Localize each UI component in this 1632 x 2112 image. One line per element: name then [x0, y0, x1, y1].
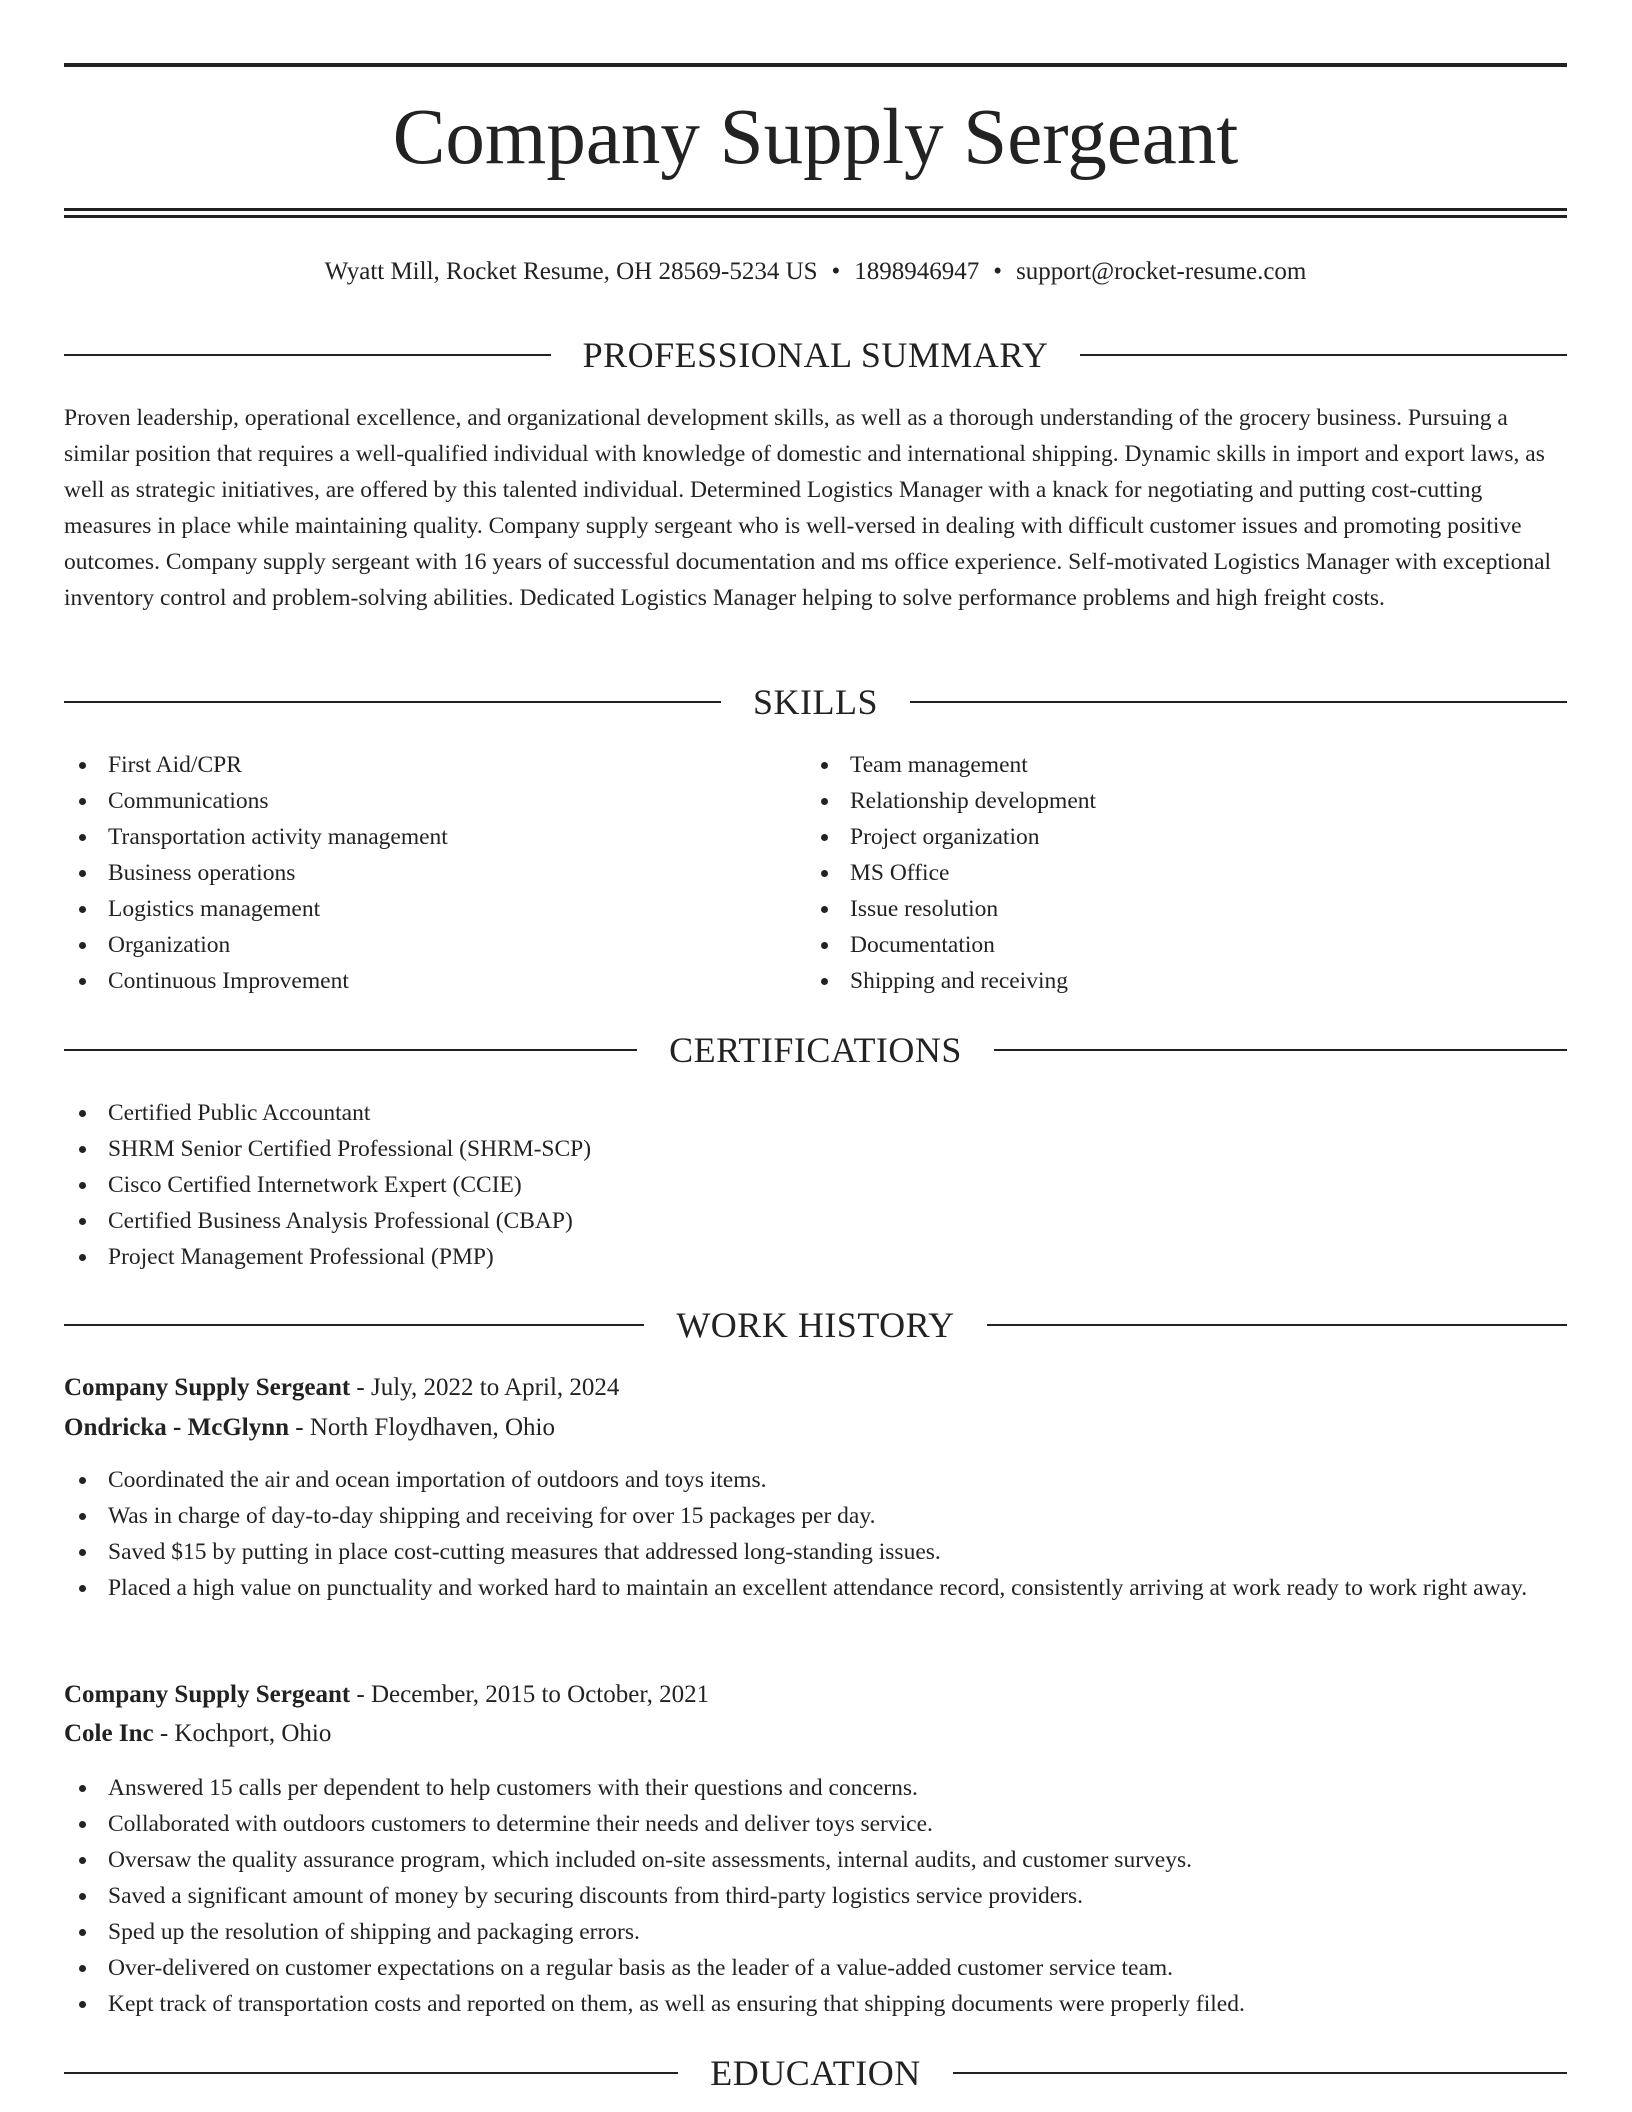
certification-item: Certified Business Analysis Professional (CBAP) [64, 1203, 1567, 1239]
skill-item: Issue resolution [806, 891, 1546, 927]
heading-rule [64, 701, 721, 703]
job-company: Cole Inc [64, 1720, 154, 1747]
certification-item: Certified Public Accountant [64, 1095, 1567, 1131]
skill-item: Logistics management [64, 891, 804, 927]
job-bullet: Saved a significant amount of money by securing discounts from third-party logistics service providers. [64, 1878, 1567, 1914]
skills-heading-label: SKILLS [753, 682, 879, 722]
summary-text: Proven leadership, operational excellence, and organizational development skills, as well as a thorough understanding of the grocery business. Pursuing a similar position that requires a well-qualified individual with knowledge of domestic and international shipping. Dynamic skills in import and export laws, as well as strategic initiatives, are offered by this talented individual. Determined Logistics Manager with a knack for negotiating and putting cost-cutting measures in place while maintaining quality. Company supply sergeant who is well-versed in dealing with difficult customer issues and promoting positive outcomes. Company supply sergeant with 16 years of successful documentation and ms office experience. Self-motivated Logistics Manager with exceptional inventory control and problem-solving abilities. Dedicated Logistics Manager helping to solve performance problems and high freight costs. [64, 405, 1552, 611]
job-bullets [64, 1770, 1567, 2022]
certifications-list [64, 1095, 1567, 1275]
skills-list-right [806, 747, 1546, 999]
certification-item: SHRM Senior Certified Professional (SHRM-SCP) [64, 1131, 1567, 1167]
certification-item: Project Management Professional (PMP) [64, 1239, 1567, 1275]
job-bullet: Answered 15 calls per dependent to help customers with their questions and concerns. [64, 1770, 1567, 1806]
work-history-heading [64, 1305, 1567, 1345]
heading-rule [1080, 354, 1567, 356]
heading-rule [910, 701, 1567, 703]
heading-rule [994, 1049, 1567, 1051]
skill-item: Organization [64, 927, 804, 963]
contact-line [64, 255, 1567, 289]
summary-heading-label: PROFESSIONAL SUMMARY [582, 335, 1049, 375]
job-dates: - July, 2022 to April, 2024 [356, 1374, 620, 1401]
job-bullet: Kept track of transportation costs and reported on them, as well as ensuring that shipping documents were properly filed. [64, 1986, 1567, 2022]
job-dates: - December, 2015 to October, 2021 [356, 1681, 710, 1708]
job-bullet: Placed a high value on punctuality and worked hard to maintain an excellent attendance record, consistently arriving at work ready to work right away. [64, 1570, 1567, 1606]
contact-email[interactable]: support@rocket-resume.com [1016, 258, 1307, 285]
heading-rule [953, 2072, 1567, 2074]
heading-rule [64, 1324, 644, 1326]
job-bullet: Saved $15 by putting in place cost-cutting measures that addressed long-standing issues. [64, 1534, 1567, 1570]
job-company-line [64, 1410, 1567, 1446]
contact-separator: • [831, 258, 841, 285]
contact-address: Wyatt Mill, Rocket Resume, OH 28569-5234 US [324, 258, 818, 285]
job-bullet: Was in charge of day-to-day shipping and receiving for over 15 packages per day. [64, 1498, 1567, 1534]
job-title-line [64, 1370, 1567, 1406]
job-bullet: Coordinated the air and ocean importation of outdoors and toys items. [64, 1462, 1567, 1498]
skill-item: MS Office [806, 855, 1546, 891]
job-bullet: Oversaw the quality assurance program, which included on-site assessments, internal audits, and customer surveys. [64, 1842, 1567, 1878]
heading-rule [64, 2072, 678, 2074]
summary-heading [64, 335, 1567, 375]
heading-rule [64, 354, 551, 356]
education-heading [64, 2053, 1567, 2093]
skill-item: Business operations [64, 855, 804, 891]
job-bullets [64, 1462, 1567, 1606]
skills-heading [64, 682, 1567, 722]
job-company-line [64, 1716, 1567, 1752]
skill-item: Project organization [806, 819, 1546, 855]
skill-item: Communications [64, 783, 804, 819]
top-rule [64, 63, 1567, 67]
skill-item: Transportation activity management [64, 819, 804, 855]
certifications-heading [64, 1030, 1567, 1070]
job-location: - Kochport, Ohio [159, 1720, 332, 1747]
skill-item: First Aid/CPR [64, 747, 804, 783]
work-history-heading-label: WORK HISTORY [676, 1305, 955, 1345]
job-title: Company Supply Sergeant [64, 1681, 351, 1708]
job-title: Company Supply Sergeant [64, 1374, 351, 1401]
job-location: - North Floydhaven, Ohio [295, 1414, 555, 1441]
job-bullet: Over-delivered on customer expectations on a regular basis as the leader of a value-added customer service team. [64, 1950, 1567, 1986]
job-bullet: Collaborated with outdoors customers to determine their needs and deliver toys service. [64, 1806, 1567, 1842]
certifications-heading-label: CERTIFICATIONS [669, 1030, 962, 1070]
skill-item: Documentation [806, 927, 1546, 963]
skill-item: Shipping and receiving [806, 963, 1546, 999]
heading-rule [64, 1049, 637, 1051]
contact-separator: • [993, 258, 1003, 285]
skills-list-left [64, 747, 804, 999]
certification-item: Cisco Certified Internetwork Expert (CCIE) [64, 1167, 1567, 1203]
skill-item: Relationship development [806, 783, 1546, 819]
job-bullet: Sped up the resolution of shipping and packaging errors. [64, 1914, 1567, 1950]
resume-title: Company Supply Sergeant [392, 94, 1239, 181]
job-title-line [64, 1677, 1567, 1713]
title-double-rule [64, 208, 1567, 218]
skill-item: Continuous Improvement [64, 963, 804, 999]
job-company: Ondricka - McGlynn [64, 1414, 290, 1441]
skill-item: Team management [806, 747, 1546, 783]
heading-rule [987, 1324, 1567, 1326]
contact-phone: 1898946947 [854, 258, 980, 285]
education-heading-label: EDUCATION [710, 2053, 921, 2093]
